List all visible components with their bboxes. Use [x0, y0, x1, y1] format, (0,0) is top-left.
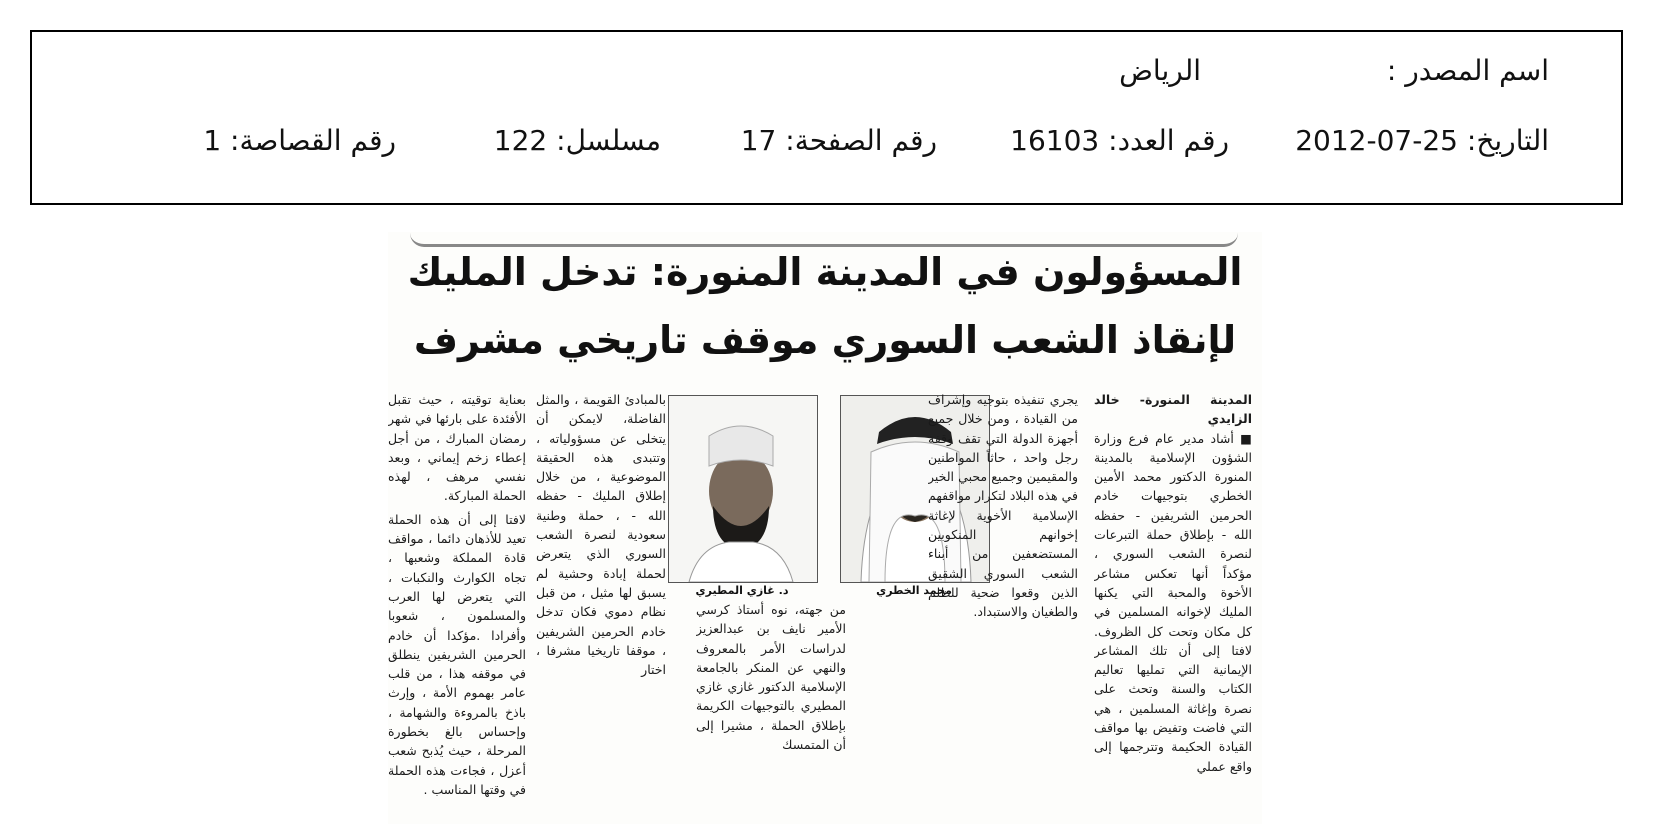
article-column-3: [696, 600, 846, 820]
column-2-text: يجري تنفيذه بتوجيه وإشراف من القيادة ، ومن خلال جميع أجهزة الدولة التي تقف وقفة رجل واحد ، حاثاً المواطنين والمقيمين وجميع محبي الخير في هذه البلاد لتكرار مواقفهم الإسلامية الأخوية لإغاثة إخوانهم المنكوبين المستضعفين من أبناء الشعب السوري الشقيق الذين وقعوا ضحية للظلم والطغيان والاستبداد.: [928, 392, 1078, 620]
page-number: رقم الصفحة: 17: [740, 124, 937, 157]
portrait-2-illustration: [669, 396, 817, 582]
photo-caption-1: محمد الخطري: [876, 584, 952, 597]
article-column-1: [1094, 390, 1252, 820]
column-5-paragraph-2: لافتا إلى أن هذه الحملة تعيد للأذهان دائما ، مواقف قادة المملكة وشعبها ، تجاه الكوارث والنكبات ، التي يتعرض لها العرب والمسلمون ، شعوبا وأفرادا .مؤكدا أن خادم الحرمين الشريفين ينطلق في موقفه هذا ، من قلب عامر بهموم الأمة ، وإرث باذخ بالمروءة والشهامة ، وإحساس بالغ بخطورة المرحلة ، حيث يُذبح شعب أعزل ، فجاءت هذه الحملة في وقتها المناسب .: [388, 511, 526, 797]
column-4-text: بالمبادئ القويمة ، والمثل الفاضلة، لايمكن أن يتخلى عن مسؤولياته ، وتتبدى هذه الحقيقة الموضوعية ، من خلال إطلاق المليك - حفظه الله - ، حملة وطنية سعودية لنصرة الشعب السوري الذي يتعرض لحملة إبادة وحشية لم يسبق لها مثيل ، من قبل نظام دموي فكان تدخل خادم الحرمين الشريفين ، موقفا تاريخيا مشرفا ، اختار: [536, 392, 666, 678]
serial-number: مسلسل: 122: [493, 124, 661, 157]
column-3-text: من جهته، نوه أستاذ كرسي الأمير نايف بن عبدالعزيز لدراسات الأمر بالمعروف والنهي عن المنكر بالجامعة الإسلامية الدكتور غازي غازي المطيري بالتوجيهات الكريمة بإطلاق الحملة ، مشيرا إلى أن المتمسك: [696, 602, 846, 753]
headline-line-2: لإنقاذ الشعب السوري موقف تاريخي مشرف: [413, 318, 1237, 362]
article-column-2: [928, 390, 1078, 820]
portrait-photo-2: [668, 395, 818, 583]
column-5-paragraph-1: بعناية توقيته ، حيث تقبل الأفئدة على بارئها في شهر رمضان المبارك ، من أجل إعطاء زخم إيماني ، وبعد نفسي مرهف ، لهذه الحملة المباركة.: [388, 392, 526, 504]
source-label: اسم المصدر :: [1386, 54, 1549, 87]
issue-number: رقم العدد: 16103: [1010, 124, 1229, 157]
article-column-5: [388, 390, 526, 820]
headline-line-1: المسؤولون في المدينة المنورة: تدخل المليك: [407, 250, 1243, 294]
clipping-top-rule: [410, 232, 1238, 247]
source-value: الرياض: [1119, 54, 1201, 87]
photo-caption-2: د. غازي المطيري: [695, 584, 789, 597]
article-column-4: [536, 390, 666, 820]
clip-number: رقم القصاصة: 1: [203, 124, 396, 157]
date-field: التاريخ: 25-07-2012: [1295, 124, 1549, 157]
newspaper-clipping: [388, 232, 1262, 824]
metadata-box: [30, 30, 1623, 205]
byline: المدينة المنورة- خالد الزايدي: [1094, 392, 1252, 427]
column-1-text: ■ أشاد مدير عام فرع وزارة الشؤون الإسلامية بالمدينة المنورة الدكتور محمد الأمين الخطري بتوجيهات خادم الحرمين الشريفين - حفظه الله - بإطلاق حملة التبرعات لنصرة الشعب السوري ، مؤكداً أنها تعكس مشاعر الأخوة والمحبة التي يكنها المليك لإخوانه المسلمين في كل مكان وتحت كل الظروف. لافتا إلى أن تلك المشاعر الإيمانية التي تمليها تعاليم الكتاب والسنة وتحث على نصرة وإغاثة المسلمين ، هي التي فاضت وتفيض بها مواقف القيادة الحكيمة وتترجمها إلى واقع عملي: [1094, 430, 1252, 774]
